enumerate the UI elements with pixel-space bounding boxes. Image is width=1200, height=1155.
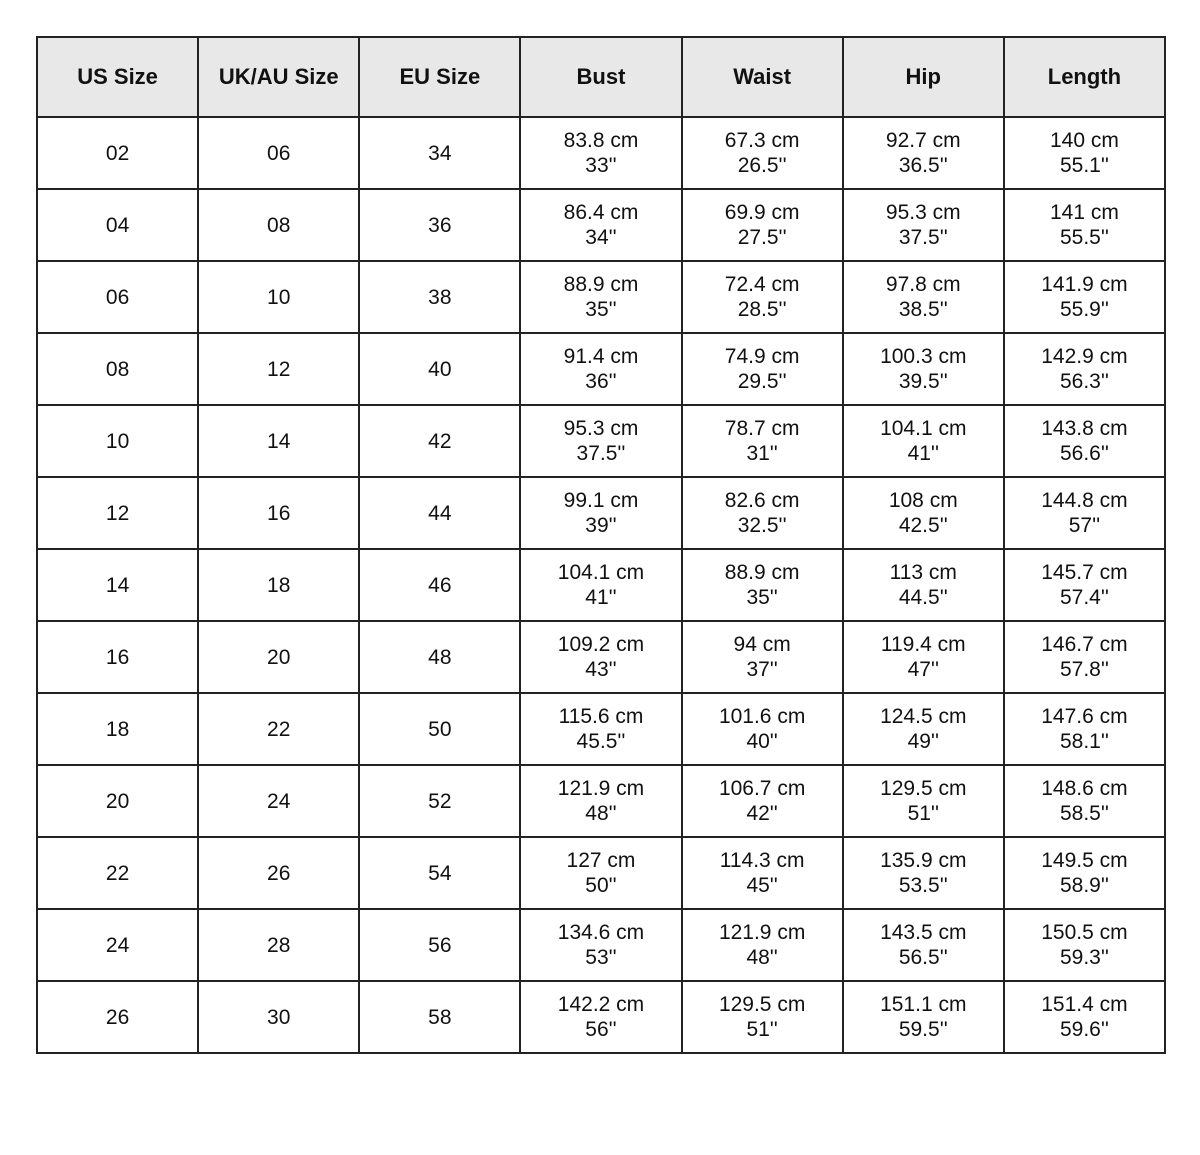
waist-inch-value: 32.5'' [737, 514, 787, 537]
table-row [37, 333, 1165, 405]
eu-size-cell: 40 [359, 333, 520, 405]
length-cm-value: 141.9 cm [1041, 273, 1128, 296]
uk-au-size-cell: 14 [198, 405, 359, 477]
length-cell [1004, 477, 1165, 549]
eu-size-cell: 48 [359, 621, 520, 693]
bust-cell [520, 765, 681, 837]
length-inch-value: 56.6'' [1059, 442, 1109, 465]
hip-inch-value: 39.5'' [898, 370, 948, 393]
header-us-size: US Size [37, 37, 198, 117]
hip-inch-value: 42.5'' [898, 514, 948, 537]
us-size-cell: 20 [37, 765, 198, 837]
waist-cell [682, 405, 843, 477]
bust-inch-value: 56'' [585, 1018, 617, 1041]
eu-size-cell: 42 [359, 405, 520, 477]
waist-cell [682, 765, 843, 837]
us-size-cell: 04 [37, 189, 198, 261]
length-cm-value: 145.7 cm [1041, 561, 1128, 584]
length-cm-value: 142.9 cm [1041, 345, 1128, 368]
waist-cell [682, 837, 843, 909]
bust-cell [520, 621, 681, 693]
hip-cm-value: 143.5 cm [880, 921, 967, 944]
bust-inch-value: 41'' [585, 586, 617, 609]
waist-cm-value: 69.9 cm [724, 201, 800, 224]
us-size-cell: 06 [37, 261, 198, 333]
us-size-cell: 12 [37, 477, 198, 549]
length-inch-value: 59.3'' [1059, 946, 1109, 969]
hip-cm-value: 108 cm [888, 489, 958, 512]
waist-cell [682, 549, 843, 621]
eu-size-cell: 46 [359, 549, 520, 621]
uk-au-size-cell: 24 [198, 765, 359, 837]
bust-cell [520, 909, 681, 981]
bust-cm-value: 88.9 cm [563, 273, 639, 296]
length-inch-value: 55.5'' [1059, 226, 1109, 249]
header-row [37, 37, 1165, 117]
uk-au-size-cell: 18 [198, 549, 359, 621]
length-inch-value: 55.1'' [1059, 154, 1109, 177]
table-row [37, 189, 1165, 261]
eu-size-cell: 50 [359, 693, 520, 765]
hip-inch-value: 56.5'' [898, 946, 948, 969]
waist-cm-value: 72.4 cm [724, 273, 800, 296]
us-size-cell: 08 [37, 333, 198, 405]
waist-cm-value: 74.9 cm [724, 345, 800, 368]
uk-au-size-cell: 06 [198, 117, 359, 189]
length-cm-value: 151.4 cm [1041, 993, 1128, 1016]
size-chart-table [36, 36, 1166, 1054]
bust-cm-value: 121.9 cm [557, 777, 645, 800]
bust-inch-value: 43'' [585, 658, 617, 681]
bust-inch-value: 45.5'' [576, 730, 626, 753]
table-row [37, 117, 1165, 189]
waist-cell [682, 477, 843, 549]
table-header [37, 37, 1165, 117]
length-cell [1004, 621, 1165, 693]
header-eu-size: EU Size [359, 37, 520, 117]
eu-size-cell: 44 [359, 477, 520, 549]
hip-inch-value: 37.5'' [898, 226, 948, 249]
length-cm-value: 140 cm [1049, 129, 1119, 152]
waist-cell [682, 261, 843, 333]
hip-cm-value: 151.1 cm [880, 993, 967, 1016]
waist-cell [682, 117, 843, 189]
bust-inch-value: 34'' [585, 226, 617, 249]
hip-inch-value: 38.5'' [898, 298, 948, 321]
hip-cell [843, 333, 1004, 405]
hip-cell [843, 693, 1004, 765]
table-row [37, 837, 1165, 909]
table-row [37, 477, 1165, 549]
waist-inch-value: 42'' [746, 802, 778, 825]
hip-cm-value: 124.5 cm [880, 705, 967, 728]
us-size-cell: 18 [37, 693, 198, 765]
length-cm-value: 144.8 cm [1041, 489, 1128, 512]
bust-cm-value: 127 cm [566, 849, 636, 872]
bust-cell [520, 477, 681, 549]
waist-cell [682, 621, 843, 693]
waist-cell [682, 693, 843, 765]
hip-cell [843, 405, 1004, 477]
bust-cell [520, 837, 681, 909]
waist-cm-value: 114.3 cm [719, 849, 805, 872]
hip-cm-value: 129.5 cm [880, 777, 967, 800]
bust-inch-value: 35'' [585, 298, 617, 321]
length-cell [1004, 117, 1165, 189]
table-row [37, 405, 1165, 477]
waist-cm-value: 121.9 cm [718, 921, 806, 944]
length-cell [1004, 765, 1165, 837]
length-inch-value: 58.9'' [1059, 874, 1109, 897]
hip-cell [843, 837, 1004, 909]
length-cell [1004, 909, 1165, 981]
waist-cm-value: 101.6 cm [718, 705, 806, 728]
bust-cell [520, 693, 681, 765]
bust-cell [520, 405, 681, 477]
hip-cell [843, 909, 1004, 981]
hip-cm-value: 100.3 cm [880, 345, 967, 368]
bust-cm-value: 142.2 cm [557, 993, 645, 1016]
bust-cm-value: 104.1 cm [557, 561, 645, 584]
bust-inch-value: 39'' [585, 514, 617, 537]
us-size-cell: 02 [37, 117, 198, 189]
hip-inch-value: 53.5'' [898, 874, 948, 897]
waist-cm-value: 106.7 cm [718, 777, 806, 800]
table-row [37, 693, 1165, 765]
bust-cm-value: 134.6 cm [557, 921, 645, 944]
hip-inch-value: 44.5'' [898, 586, 948, 609]
hip-cell [843, 477, 1004, 549]
bust-cell [520, 117, 681, 189]
bust-cell [520, 333, 681, 405]
table-row [37, 621, 1165, 693]
length-cm-value: 141 cm [1049, 201, 1119, 224]
waist-inch-value: 28.5'' [737, 298, 787, 321]
bust-cm-value: 83.8 cm [563, 129, 639, 152]
eu-size-cell: 58 [359, 981, 520, 1053]
bust-cm-value: 91.4 cm [563, 345, 639, 368]
length-cell [1004, 837, 1165, 909]
length-cell [1004, 333, 1165, 405]
uk-au-size-cell: 22 [198, 693, 359, 765]
eu-size-cell: 36 [359, 189, 520, 261]
waist-inch-value: 51'' [746, 1018, 778, 1041]
uk-au-size-cell: 20 [198, 621, 359, 693]
hip-cm-value: 119.4 cm [880, 633, 966, 656]
bust-inch-value: 33'' [585, 154, 617, 177]
waist-cell [682, 981, 843, 1053]
waist-inch-value: 26.5'' [737, 154, 787, 177]
waist-inch-value: 45'' [746, 874, 778, 897]
hip-cell [843, 189, 1004, 261]
us-size-cell: 14 [37, 549, 198, 621]
hip-inch-value: 59.5'' [898, 1018, 948, 1041]
length-cell [1004, 981, 1165, 1053]
length-inch-value: 57.4'' [1059, 586, 1109, 609]
length-cm-value: 149.5 cm [1041, 849, 1128, 872]
length-cm-value: 147.6 cm [1041, 705, 1128, 728]
length-inch-value: 56.3'' [1059, 370, 1109, 393]
hip-cell [843, 261, 1004, 333]
hip-cm-value: 97.8 cm [885, 273, 961, 296]
length-cell [1004, 405, 1165, 477]
waist-cm-value: 88.9 cm [724, 561, 800, 584]
bust-cell [520, 549, 681, 621]
us-size-cell: 24 [37, 909, 198, 981]
waist-cm-value: 94 cm [733, 633, 791, 656]
hip-cm-value: 135.9 cm [880, 849, 967, 872]
waist-inch-value: 48'' [746, 946, 778, 969]
us-size-cell: 22 [37, 837, 198, 909]
uk-au-size-cell: 30 [198, 981, 359, 1053]
waist-cell [682, 189, 843, 261]
uk-au-size-cell: 26 [198, 837, 359, 909]
header-uk-au-size: UK/AU Size [198, 37, 359, 117]
length-inch-value: 58.5'' [1059, 802, 1109, 825]
table-row [37, 765, 1165, 837]
bust-cm-value: 109.2 cm [557, 633, 645, 656]
header-bust: Bust [520, 37, 681, 117]
table-row [37, 261, 1165, 333]
bust-cell [520, 981, 681, 1053]
waist-cm-value: 78.7 cm [724, 417, 800, 440]
eu-size-cell: 54 [359, 837, 520, 909]
waist-inch-value: 35'' [746, 586, 778, 609]
waist-cell [682, 333, 843, 405]
length-cell [1004, 693, 1165, 765]
bust-cm-value: 95.3 cm [563, 417, 639, 440]
uk-au-size-cell: 16 [198, 477, 359, 549]
waist-inch-value: 27.5'' [737, 226, 787, 249]
bust-cm-value: 86.4 cm [563, 201, 639, 224]
us-size-cell: 10 [37, 405, 198, 477]
bust-inch-value: 53'' [585, 946, 617, 969]
length-inch-value: 57.8'' [1059, 658, 1109, 681]
hip-cell [843, 765, 1004, 837]
length-inch-value: 57'' [1068, 514, 1101, 537]
table-row [37, 981, 1165, 1053]
hip-cm-value: 104.1 cm [880, 417, 967, 440]
hip-cm-value: 95.3 cm [885, 201, 961, 224]
bust-cell [520, 261, 681, 333]
length-inch-value: 55.9'' [1059, 298, 1109, 321]
length-cell [1004, 549, 1165, 621]
header-hip: Hip [843, 37, 1004, 117]
length-cm-value: 148.6 cm [1041, 777, 1128, 800]
length-cell [1004, 261, 1165, 333]
header-length: Length [1004, 37, 1165, 117]
uk-au-size-cell: 28 [198, 909, 359, 981]
table-row [37, 909, 1165, 981]
bust-cm-value: 99.1 cm [563, 489, 639, 512]
hip-inch-value: 47'' [907, 658, 939, 681]
eu-size-cell: 52 [359, 765, 520, 837]
hip-cell [843, 549, 1004, 621]
length-cm-value: 143.8 cm [1041, 417, 1128, 440]
bust-inch-value: 36'' [585, 370, 617, 393]
length-cell [1004, 189, 1165, 261]
table-body [37, 117, 1165, 1053]
waist-inch-value: 37'' [746, 658, 778, 681]
hip-inch-value: 36.5'' [898, 154, 948, 177]
hip-inch-value: 51'' [907, 802, 939, 825]
waist-cell [682, 909, 843, 981]
bust-inch-value: 37.5'' [576, 442, 626, 465]
length-inch-value: 58.1'' [1059, 730, 1109, 753]
waist-cm-value: 67.3 cm [724, 129, 800, 152]
eu-size-cell: 38 [359, 261, 520, 333]
waist-cm-value: 82.6 cm [724, 489, 800, 512]
bust-cell [520, 189, 681, 261]
us-size-cell: 16 [37, 621, 198, 693]
hip-inch-value: 49'' [907, 730, 939, 753]
hip-cell [843, 117, 1004, 189]
us-size-cell: 26 [37, 981, 198, 1053]
eu-size-cell: 56 [359, 909, 520, 981]
length-cm-value: 150.5 cm [1041, 921, 1128, 944]
bust-inch-value: 50'' [585, 874, 617, 897]
bust-cm-value: 115.6 cm [558, 705, 644, 728]
eu-size-cell: 34 [359, 117, 520, 189]
length-cm-value: 146.7 cm [1041, 633, 1128, 656]
hip-cm-value: 113 cm [889, 561, 957, 584]
waist-inch-value: 31'' [746, 442, 778, 465]
waist-inch-value: 40'' [746, 730, 778, 753]
waist-cm-value: 129.5 cm [718, 993, 806, 1016]
length-inch-value: 59.6'' [1059, 1018, 1109, 1041]
hip-cell [843, 981, 1004, 1053]
uk-au-size-cell: 10 [198, 261, 359, 333]
table-row [37, 549, 1165, 621]
header-waist: Waist [682, 37, 843, 117]
waist-inch-value: 29.5'' [737, 370, 787, 393]
bust-inch-value: 48'' [585, 802, 617, 825]
uk-au-size-cell: 08 [198, 189, 359, 261]
hip-cm-value: 92.7 cm [885, 129, 961, 152]
hip-inch-value: 41'' [907, 442, 939, 465]
hip-cell [843, 621, 1004, 693]
uk-au-size-cell: 12 [198, 333, 359, 405]
